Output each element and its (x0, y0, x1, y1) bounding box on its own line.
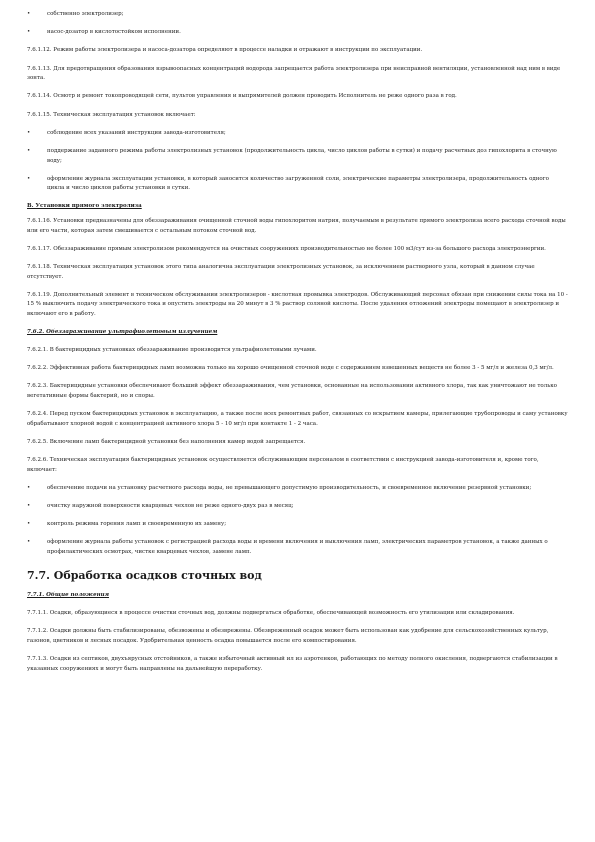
subsection-heading-general: 7.7.1. Общие положения (27, 592, 109, 599)
subsection-heading-uv: 7.6.2. Обеззараживание ультрафиолетовым излучением (27, 329, 218, 336)
bullet-glyph: • (27, 175, 31, 182)
bullet-glyph: • (27, 147, 31, 154)
paragraph-7-7-1-3: 7.7.1.3. Осадки из септиков, двухъярусных отстойников, а также избыточный активный ил из аэротенков, работающих по методу полного окисления, подвергаются стабилизации в указанных сооружениях и могут быть направлены на дальнейшую переработку. (27, 656, 558, 672)
paragraph-7-7-1-2: 7.7.1.2. Осадки должны быть стабилизированы, обезвожены и обезврежены. Обезвреженный осадок может быть использован как удобрение для сельскохозяйственных культур, газонов, цветников и лесных посадок. Удобрительная ценность осадка повышается после его компостирования. (27, 628, 549, 644)
paragraph-7-6-2-3: 7.6.2.3. Бактерицидные установки обеспечивают больший эффект обеззараживания, чем установки, основанные на использовании активного хлора, так как уничтожают не только вегетативные формы бактерий, но и споры. (27, 383, 557, 399)
list-item: • обеспечение подачи на установку расчетного расхода воды, не превышающего допустимую производительность, и своевременное включение резервной установки; (27, 484, 568, 494)
list-item: • очистку наружной поверхности кварцевых чехлов не реже одного-двух раз в месяц; (27, 502, 568, 512)
list-item: • поддержание заданного режима работы электролизных установок (продолжительность цикла, число циклов работы в сутки) и подачу расчетных доз гипохлорита в сточную воду; (27, 147, 568, 166)
paragraph-7-6-1-15: 7.6.1.15. Техническая эксплуатация установок включает: (27, 111, 196, 118)
section-heading-7-7: 7.7. Обработка осадков сточных вод (27, 569, 262, 583)
paragraph-7-6-2-6: 7.6.2.6. Техническая эксплуатация бактерицидных установок осуществляется обслуживающим персоналом в соответствии с инструкцией завода-изготовителя и, кроме того, включает: (27, 456, 539, 473)
paragraph-7-6-2-2: 7.6.2.2. Эффективная работа бактерицидных ламп возможна только на хорошо очищенной сточной воде с содержанием взвешенных веществ не более 3 - 5 мг/л и железа 0,3 мг/л. (27, 364, 554, 371)
paragraph-7-6-1-12: 7.6.1.12. Режим работы электролизера и насоса-дозатора определяют в процессе наладки и отражают в инструкции по эксплуатации. (27, 47, 423, 54)
bullet-glyph: • (27, 521, 31, 528)
paragraph-7-6-1-18: 7.6.1.18. Техническая эксплуатация установок этого типа аналогична эксплуатации электролизных установок, за исключением растворного узла, который в данном случае отсутствует. (27, 264, 535, 280)
list-item: • соблюдение всех указаний инструкции завода-изготовителя; (27, 129, 568, 139)
list-item: • оформление журнала работы установок с регистрацией расхода воды и времени включения и выключения ламп, электрических параметров установок, а также данных о профилактических осмотрах, чистке кварцевых чехлов, замене ламп. (27, 538, 568, 557)
bullet-glyph: • (27, 502, 31, 509)
paragraph-7-6-1-13: 7.6.1.13. Для предотвращения образования взрывоопасных концентраций водорода запрещается работа электролизера при неисправной вентиляции, установленной над ним в виде зонта. (27, 65, 561, 82)
bullet-glyph: • (27, 29, 31, 36)
paragraph-7-6-2-1: 7.6.2.1. В бактерицидных установках обеззараживание производится ультрафиолетовыми лучами. (27, 346, 317, 353)
paragraph-7-6-1-14: 7.6.1.14. Осмотр и ремонт токопроводящей сети, пультов управления и выпрямителей должен проводить Исполнитель не реже одного раза в год. (27, 93, 457, 100)
subsection-heading-direct-electrolysis: В. Установки прямого электролиза (27, 203, 142, 210)
list-item: • собственно электролизер; (27, 10, 568, 20)
list-item: • насос-дозатор в кислотостойком исполнении. (27, 28, 568, 38)
paragraph-7-6-2-5: 7.6.2.5. Включение ламп бактерицидной установки без наполнения камер водой запрещается. (27, 438, 306, 445)
bullet-glyph: • (27, 484, 31, 491)
bullet-glyph: • (27, 129, 31, 136)
paragraph-7-6-1-19: 7.6.1.19. Дополнительный элемент в техническом обслуживании электролизеров - кислотная промывка электродов. Обслуживающий персонал обязан при снижении силы тока на 10 - 15 % выключить подачу электрического тока и опустить электроды на 20 минут в 3 % раствор соляной кислоты. После удаления отложений электроды помещают в электролизер и включают его в работу. (27, 291, 568, 317)
paragraph-7-6-1-17: 7.6.1.17. Обеззараживание прямым электролизом рекомендуется на очистных сооружениях производительностью не более 100 м3/сут из-за большого расхода электроэнергии. (27, 245, 546, 252)
list-item: • оформление журнала эксплуатации установки, в который заносится количество загруженной соли, электрические параметры электролизера, продолжительность одного цикла и число циклов работы установки в сутки. (27, 175, 568, 194)
bullet-glyph: • (27, 11, 31, 17)
bullet-glyph: • (27, 539, 31, 546)
paragraph-7-6-1-16: 7.6.1.16. Установки предназначены для обеззараживания очищенной сточной воды гипохлоритом натрия, получаемым в результате прямого электролиза всего расхода сточной воды или его части, которая затем смешивается с остальным потоком сточной вод. (27, 218, 566, 234)
list-item: • контроль режима горения ламп и своевременную их замену; (27, 520, 568, 530)
paragraph-7-6-2-4: 7.6.2.4. Перед пуском бактерицидных установок в эксплуатацию, а также после всех ремонтных работ, связанных со вскрытием камеры, прилегающие трубопроводы и саму установку обрабатывают хлорной водой с концентрацией активного хлора 5 - 10 мг/л при контакте 1 - 2 часа. (27, 410, 568, 427)
paragraph-7-7-1-1: 7.7.1.1. Осадки, образующиеся в процессе очистки сточных вод, должны подвергаться обработке, обеспечивающей возможность его утилизации или складирования. (27, 610, 515, 617)
